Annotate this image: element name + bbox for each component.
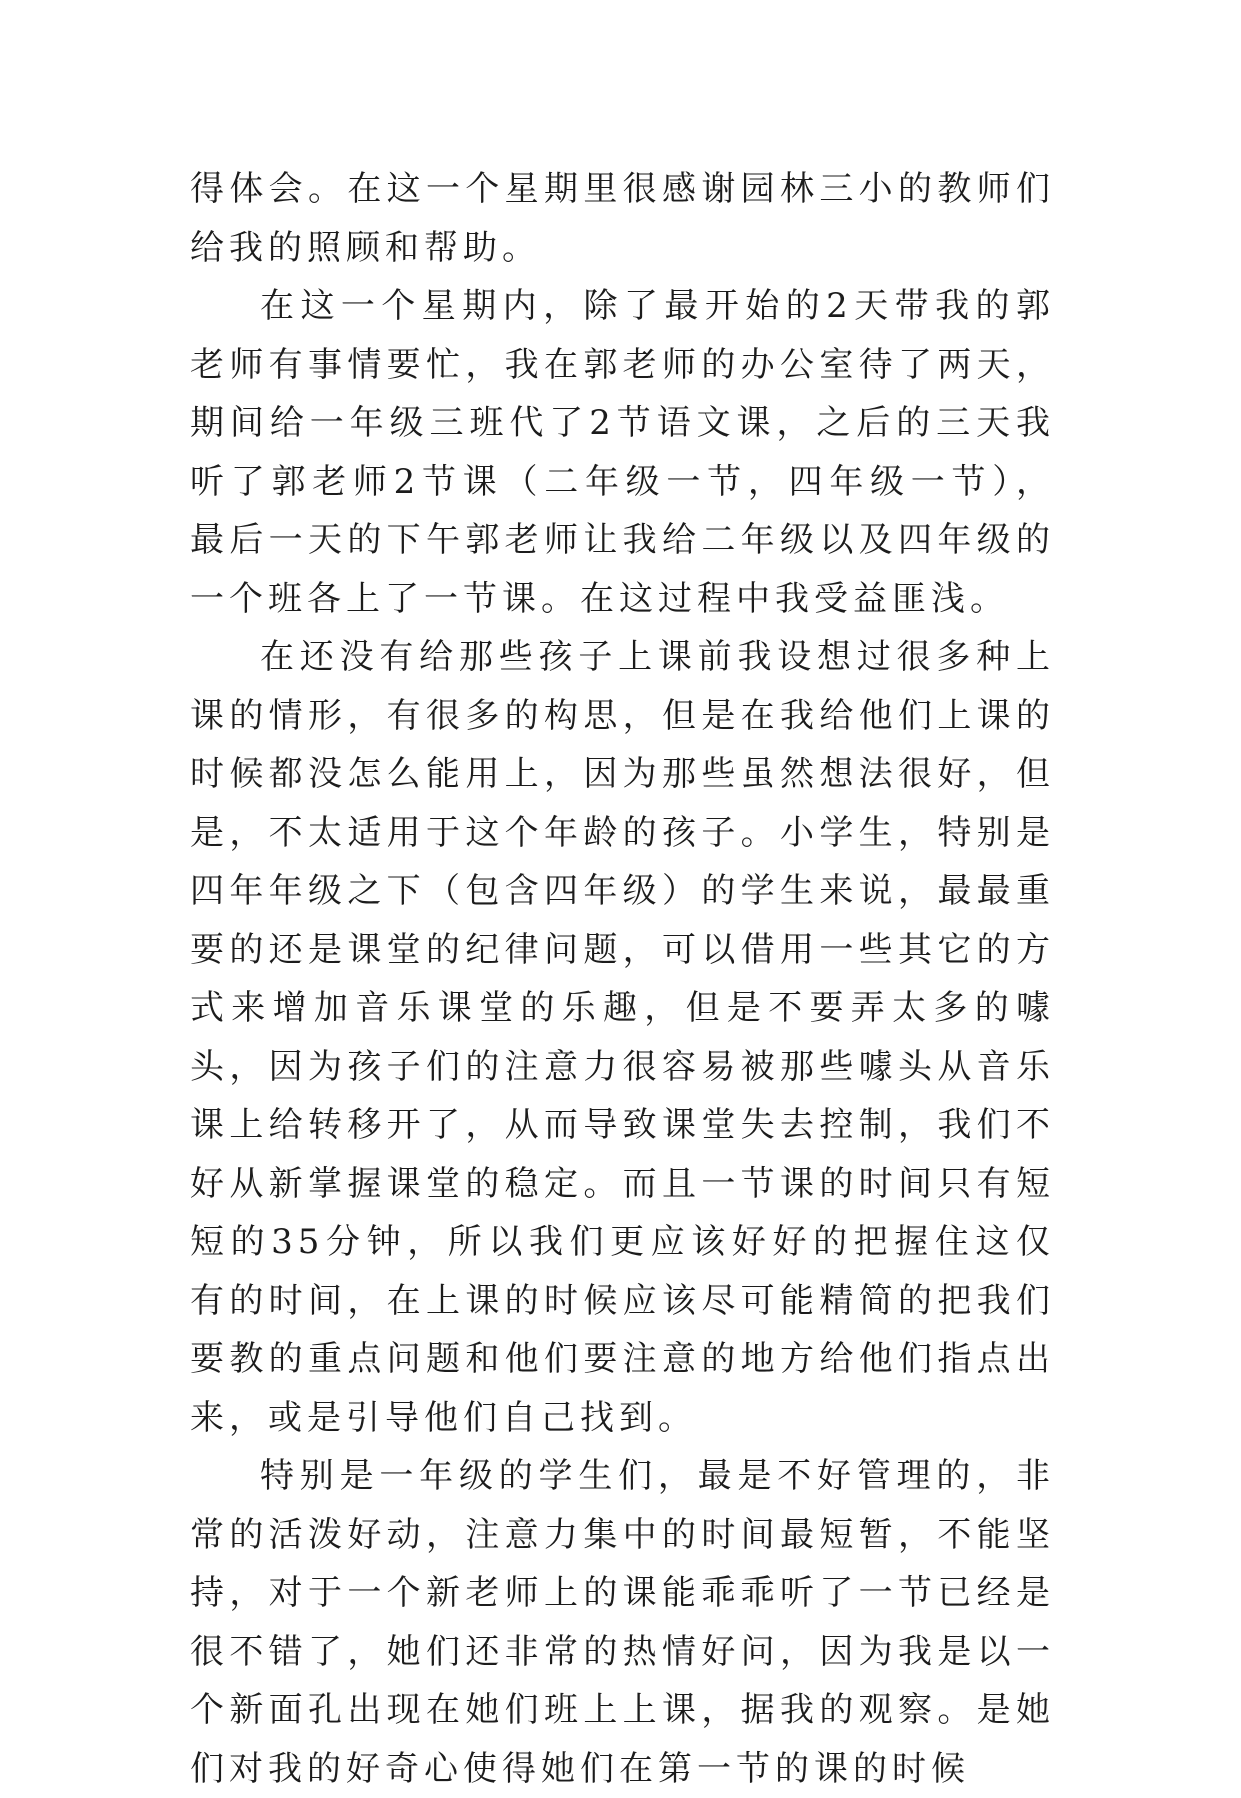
body-text (190, 160, 1055, 1798)
paragraph-3: 在还没有给那些孩子上课前我设想过很多种上课的情形，有很多的构思，但是在我给他们上课的时候都没怎么能用上，因为那些虽然想法很好，但是，不太适用于这个年龄的孩子。小学生，特别是四年年级之下（包含四年级）的学生来说，最最重要的还是课堂的纪律问题，可以借用一些其它的方式来增加音乐课堂的乐趣，但是不要弄太多的噱头，因为孩子们的注意力很容易被那些噱头从音乐课上给转移开了，从而导致课堂失去控制，我们不好从新掌握课堂的稳定。而且一节课的时间只有短短的35分钟，所以我们更应该好好的把握住这仅有的时间，在上课的时候应该尽可能精简的把我们要教的重点问题和他们要注意的地方给他们指点出来，或是引导他们自己找到。 (190, 637, 1055, 1438)
paragraph-2: 在这一个星期内，除了最开始的2天带我的郭老师有事情要忙，我在郭老师的办公室待了两天，期间给一年级三班代了2节语文课，之后的三天我听了郭老师2节课（二年级一节，四年级一节），最后一天的下午郭老师让我给二年级以及四年级的一个班各上了一节课。在这过程中我受益匪浅。 (190, 286, 1055, 619)
paragraph-4: 特别是一年级的学生们，最是不好管理的，非常的活泼好动，注意力集中的时间最短暂，不能坚持，对于一个新老师上的课能乖乖听了一节已经是很不错了，她们还非常的热情好问，因为我是以一个新面孔出现在她们班上上课，据我的观察。是她们对我的好奇心使得她们在第一节的课的时候 (190, 1456, 1055, 1789)
paragraph-1: 得体会。在这一个星期里很感谢园林三小的教师们给我的照顾和帮助。 (190, 169, 1055, 268)
